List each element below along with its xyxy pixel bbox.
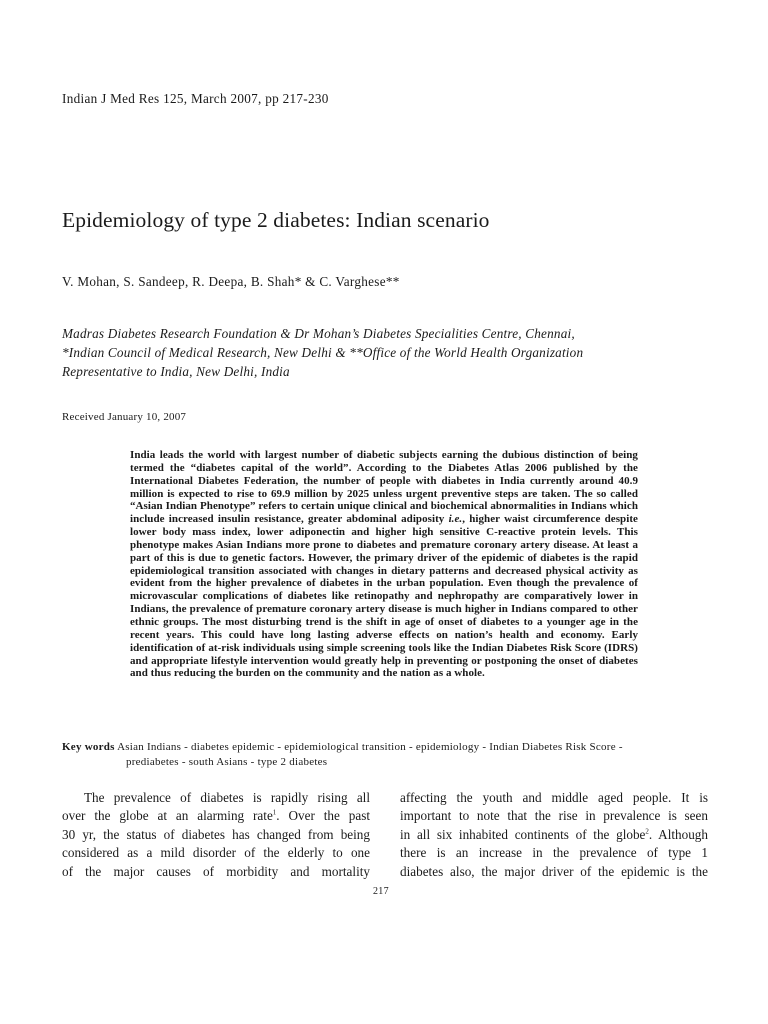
body-line: there is an increase in the prevalence of type 1 [400, 845, 708, 861]
keywords-line-2: prediabetes - south Asians - type 2 diabetes [126, 756, 328, 768]
received-date: Received January 10, 2007 [62, 411, 187, 423]
author-list: V. Mohan, S. Sandeep, R. Deepa, B. Shah* & C. Varghese** [62, 274, 400, 289]
affiliation-line: Representative to India, New Delhi, India [62, 364, 290, 379]
article-title: Epidemiology of type 2 diabetes: Indian scenario [62, 208, 490, 232]
body-line: in all six inhabited continents of the globe$^2$. Although [400, 826, 708, 842]
page-number: 217 [373, 886, 389, 897]
body-column-right [400, 789, 708, 881]
keywords [62, 740, 712, 770]
affiliation-line: Madras Diabetes Research Foundation & Dr Mohan’s Diabetes Specialities Centre, Chennai, [62, 326, 575, 341]
affiliation-line: *Indian Council of Medical Research, New Delhi & **Office of the World Health Organization [62, 345, 584, 360]
abstract-text-part1: India leads the world with largest number of diabetic subjects earning the dubious distinction of being termed the “diabetes capital of the world”. According to the Diabetes Atlas 2006 published by the International Diabetes Federation, the number of people with diabetes in India currently around 40.9 million is expected to rise to 69.9 million by 2025 unless urgent preventive steps are taken. The so called “Asian Indian Phenotype” refers to certain unique clinical and biochemical abnormalities in Indians which include increased insulin resistance, greater abdominal adiposity [130, 449, 638, 526]
body-line: important to note that the rise in prevalence is seen [400, 808, 708, 824]
journal-reference: Indian J Med Res 125, March 2007, pp 217-230 [62, 91, 329, 106]
body-line: considered as a mild disorder of the elderly to one [62, 845, 370, 861]
body-line: over the globe at an alarming rate$^1$. Over the past [62, 808, 370, 824]
citation-1: 1 [272, 809, 277, 818]
keywords-text: Asian Indians - diabetes epidemic - epidemiological transition - epidemiology - Indian Diabetes Risk Score - [114, 741, 623, 753]
body-line: diabetes also, the major driver of the epidemic is the [400, 863, 708, 879]
keywords-line-1 [62, 740, 712, 755]
body-line: affecting the youth and middle aged people. It is [400, 790, 708, 805]
body-line: 30 yr, the status of diabetes has changed from being [62, 826, 370, 842]
body-line: The prevalence of diabetes is rapidly rising all [84, 790, 370, 805]
body-column-left [62, 789, 370, 881]
affiliations [62, 324, 722, 381]
abstract-text-part2: , higher waist circumference despite lower body mass index, lower adiponectin and higher high sensitive C-reactive protein levels. This phenotype makes Asian Indians more prone to diabetes and premature coronary artery disease. At least a part of this is due to genetic factors. However, the primary driver of the epidemic of diabetes is the rapid epidemiological transition associated with changes in dietary patterns and decreased physical activity as evident from the higher prevalence of diabetes in the urban population. Even though the prevalence of microvascular complications of diabetes like retinopathy and nephropathy are comparatively lower in Indians, the prevalence of premature coronary artery disease is much higher in Indians compared to other ethnic groups. The most disturbing trend is the shift in age of onset of diabetes to a younger age in the recent years. This could have long lasting adverse effects on nation’s health and economy. Early identification of at-risk individuals using simple screening tools like the Indian Diabetes Risk Score (IDRS) and appropriate lifestyle intervention would greatly help in preventing or postponing the onset of diabetes and thus reducing the burden on the community and the nation as a whole. [130, 513, 638, 680]
abstract [130, 449, 638, 680]
abstract-ie: i.e. [448, 513, 463, 526]
body-line: of the major causes of morbidity and mortality [62, 863, 370, 879]
citation-2: 2 [645, 827, 649, 836]
keywords-label: Key words [62, 741, 115, 753]
